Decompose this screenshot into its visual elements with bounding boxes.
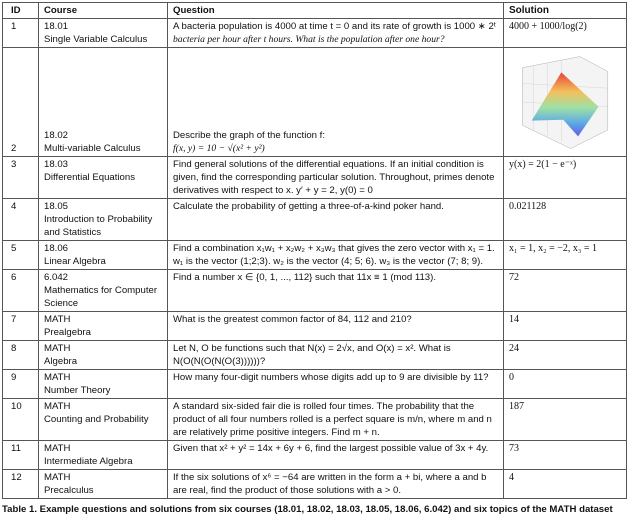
solution-value: 73 — [509, 443, 519, 454]
row-course — [39, 19, 168, 48]
row-course — [39, 399, 168, 441]
course-code: 6.042 — [44, 272, 69, 283]
solution-value: y(x) = 2(1 − e⁻ˣ) — [509, 159, 577, 170]
solution-value: 187 — [509, 401, 524, 412]
row-id: 1 — [3, 19, 39, 48]
row-solution — [504, 441, 627, 470]
header-solution: Solution — [504, 3, 627, 19]
row-solution — [504, 341, 627, 370]
row-id: 9 — [3, 370, 39, 399]
table-row — [3, 199, 627, 241]
question-text: If the six solutions of x⁶ = −64 are written in the form a + bi, where a and b are real, find the product of those solutions with a > 0. — [173, 472, 487, 496]
solution-value: 0.021128 — [509, 201, 547, 212]
row-question — [168, 370, 504, 399]
course-code: MATH — [44, 443, 71, 454]
course-name: Single Variable Calculus — [44, 34, 148, 45]
solution-value: 4000 + 1000/log(2) — [509, 21, 587, 32]
question-text: Given that x² + y² = 14x + 6y + 6, find the largest possible value of 3x + 4y. — [173, 443, 489, 454]
row-solution — [504, 312, 627, 341]
row-question — [168, 470, 504, 499]
row-id: 10 — [3, 399, 39, 441]
table-row — [3, 270, 627, 312]
header-question: Question — [168, 3, 504, 19]
table-row — [3, 19, 627, 48]
question-text: A standard six-sided fair die is rolled four times. The probability that the product of all four numbers rolled is a perfect square is m/n, where m and n are relatively prime positive integers. Find m + n. — [173, 401, 492, 438]
table-row — [3, 341, 627, 370]
row-id: 2 — [3, 48, 39, 157]
table-row — [3, 48, 627, 157]
course-name: Differential Equations — [44, 172, 136, 183]
row-solution — [504, 270, 627, 312]
row-id: 7 — [3, 312, 39, 341]
row-question — [168, 270, 504, 312]
course-name: Linear Algebra — [44, 256, 106, 267]
table-row — [3, 157, 627, 199]
examples-table — [2, 2, 627, 499]
row-solution — [504, 241, 627, 270]
solution-value: 72 — [509, 272, 519, 283]
row-solution — [504, 199, 627, 241]
row-course — [39, 157, 168, 199]
table-row — [3, 312, 627, 341]
row-id: 3 — [3, 157, 39, 199]
course-code: 18.02 — [44, 130, 69, 141]
course-name: Intermediate Algebra — [44, 456, 133, 467]
course-code: 18.06 — [44, 243, 69, 254]
question-text: Calculate the probability of getting a three-of-a-kind poker hand. — [173, 201, 444, 212]
row-course — [39, 199, 168, 241]
row-course — [39, 48, 168, 157]
table-row — [3, 470, 627, 499]
table-row — [3, 241, 627, 270]
question-text: Find a number x ∈ {0, 1, ..., 112} such that 11x ≡ 1 (mod 113). — [173, 272, 436, 283]
course-code: 18.01 — [44, 21, 69, 32]
row-id: 11 — [3, 441, 39, 470]
solution-value: 24 — [509, 343, 519, 354]
row-course — [39, 270, 168, 312]
solution-value: 0 — [509, 372, 514, 383]
course-name: Precalculus — [44, 485, 94, 496]
row-id: 4 — [3, 199, 39, 241]
course-code: MATH — [44, 472, 71, 483]
course-code: 18.03 — [44, 159, 69, 170]
row-question — [168, 19, 504, 48]
table-row — [3, 370, 627, 399]
question-text: How many four-digit numbers whose digits add up to 9 are divisible by 11? — [173, 372, 489, 383]
course-name: Prealgebra — [44, 327, 91, 338]
course-name: Algebra — [44, 356, 78, 367]
row-id: 6 — [3, 270, 39, 312]
row-question — [168, 199, 504, 241]
row-question — [168, 341, 504, 370]
question-text: Find general solutions of the differential equations. If an initial condition is given, find the corresponding particular solution. Throughout, primes denote derivatives with respect to x. y′ + y = 2, y(0) = 0 — [173, 159, 495, 196]
solution-value: 4 — [509, 472, 514, 483]
course-name: Multi-variable Calculus — [44, 143, 141, 154]
question-text: What is the greatest common factor of 84, 112 and 210? — [173, 314, 412, 325]
table-header-row — [3, 3, 627, 19]
table-row — [3, 441, 627, 470]
row-question — [168, 241, 504, 270]
surface-plot — [511, 51, 621, 155]
row-id: 5 — [3, 241, 39, 270]
row-course — [39, 370, 168, 399]
question-formula: bacteria per hour after t hours. What is the population after one hour? — [173, 34, 445, 45]
row-question — [168, 48, 504, 157]
question-text: Find a combination x₁w₁ + x₂w₂ + x₃w₃ that gives the zero vector with x₁ = 1. w₁ is the vector (1;2;3). w₂ is the vector (4; 5; 6). w₃ is the vector (7; 8; 9). — [173, 243, 495, 267]
row-solution — [504, 470, 627, 499]
course-name: Introduction to Probability and Statistics — [44, 214, 153, 238]
row-solution — [504, 19, 627, 48]
row-question — [168, 441, 504, 470]
question-text: A bacteria population is 4000 at time t = 0 and its rate of growth is 1000 ∗ 2ᵗ — [173, 21, 496, 32]
row-course — [39, 312, 168, 341]
course-code: 18.05 — [44, 201, 69, 212]
course-code: MATH — [44, 401, 71, 412]
row-question — [168, 399, 504, 441]
question-text: Let N, O be functions such that N(x) = 2√x, and O(x) = x². What is N(O(N(O(N(O(3))))))? — [173, 343, 451, 367]
course-code: MATH — [44, 372, 71, 383]
question-text: Describe the graph of the function f: — [173, 130, 325, 141]
row-course — [39, 341, 168, 370]
course-name: Counting and Probability — [44, 414, 149, 425]
row-course — [39, 441, 168, 470]
row-id: 8 — [3, 341, 39, 370]
row-course — [39, 241, 168, 270]
table-caption: Table 1. Example questions and solutions from six courses (18.01, 18.02, 18.03, 18.05, 18.06, 6.042) and six topics of the MATH dataset — [2, 504, 613, 515]
row-solution — [504, 370, 627, 399]
question-formula: f(x, y) = 10 − √(x² + y²) — [173, 143, 265, 154]
course-code: MATH — [44, 314, 71, 325]
header-course: Course — [39, 3, 168, 19]
row-question — [168, 157, 504, 199]
row-id: 12 — [3, 470, 39, 499]
solution-value: x₁ = 1, x₂ = −2, x₃ = 1 — [509, 243, 598, 254]
course-code: MATH — [44, 343, 71, 354]
row-question — [168, 312, 504, 341]
row-course — [39, 470, 168, 499]
row-solution — [504, 48, 627, 157]
course-name: Number Theory — [44, 385, 111, 396]
header-id: ID — [3, 3, 39, 19]
row-solution — [504, 157, 627, 199]
solution-value: 14 — [509, 314, 519, 325]
table-row — [3, 399, 627, 441]
row-solution — [504, 399, 627, 441]
course-name: Mathematics for Computer Science — [44, 285, 158, 309]
